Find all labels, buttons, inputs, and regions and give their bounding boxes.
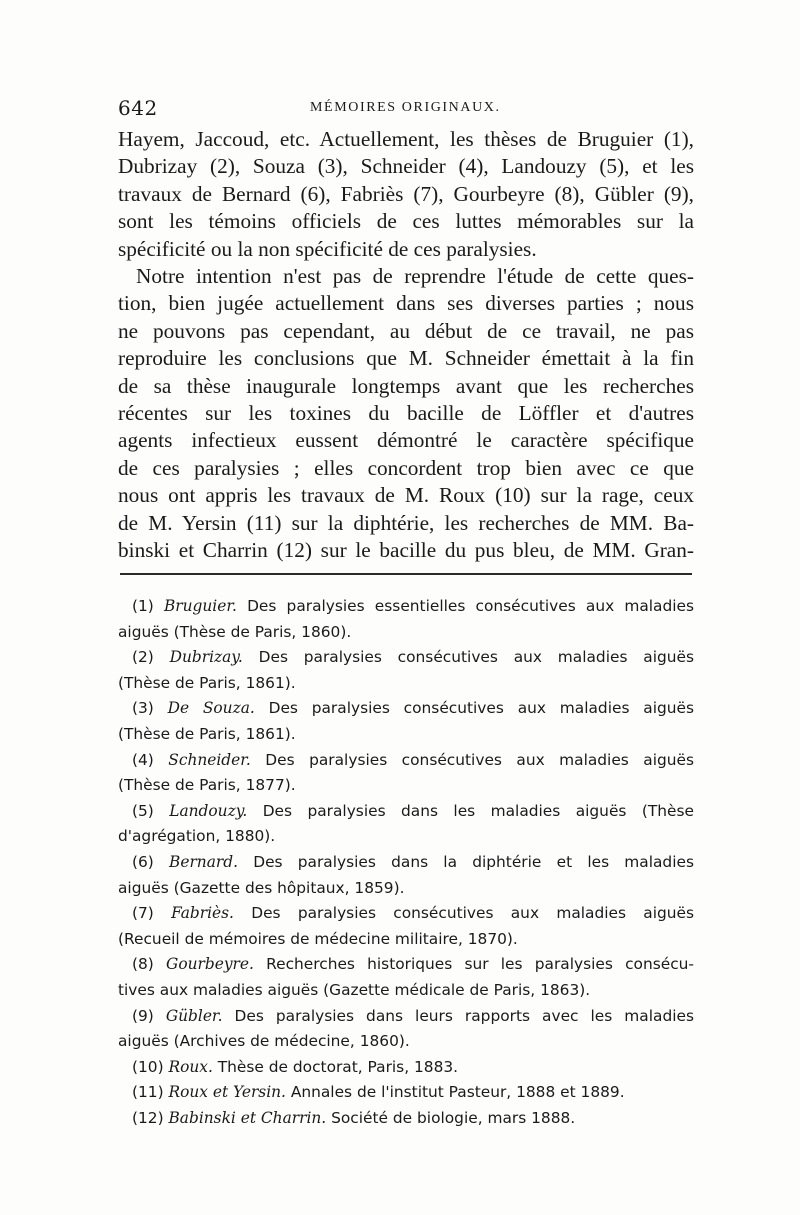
body-line: reproduire les conclusions que M. Schneider émettait à la fin bbox=[118, 346, 694, 371]
body-paragraphs bbox=[118, 126, 694, 565]
running-head: MÉMOIRES ORIGINAUX. bbox=[310, 100, 501, 115]
footnote-text: Société de biologie, mars 1888. bbox=[331, 1108, 576, 1127]
footnote-first-line bbox=[118, 850, 694, 876]
footnote-continuation: (Thèse de Paris, 1861). bbox=[118, 673, 296, 692]
footnote-marker: (4) bbox=[132, 750, 154, 769]
footnote-entry bbox=[118, 748, 694, 799]
footnote-first-line bbox=[118, 799, 694, 825]
footnote-continuation: (Recueil de mémoires de médecine militaire, 1870). bbox=[118, 929, 518, 948]
footnote-divider bbox=[120, 573, 692, 575]
footnote-text: Des paralysies dans la diphtérie et les maladies bbox=[253, 852, 694, 871]
body-line: agents infectieux eussent démontré le caractère spécifique bbox=[118, 428, 694, 453]
footnote-entry bbox=[118, 799, 694, 850]
footnote-marker: (3) bbox=[132, 699, 154, 718]
footnote-text: Des paralysies consécutives aux maladies aiguës bbox=[251, 904, 694, 923]
body-line: travaux de Bernard (6), Fabriès (7), Gourbeyre (8), Gübler (9), bbox=[118, 181, 694, 206]
footnote-entry bbox=[118, 850, 694, 901]
footnote-marker: (11) bbox=[132, 1083, 164, 1102]
footnote-first-line bbox=[118, 696, 694, 722]
footnote-entry bbox=[118, 1055, 694, 1081]
footnote-entry bbox=[118, 1004, 694, 1055]
footnote-marker: (2) bbox=[132, 648, 154, 667]
footnote-entry bbox=[118, 594, 694, 645]
footnote-continuation: aiguës (Thèse de Paris, 1860). bbox=[118, 622, 352, 641]
footnote-author: De Souza. bbox=[167, 699, 255, 718]
body-line: nous ont appris les travaux de M. Roux (10) sur la rage, ceux bbox=[118, 483, 694, 508]
footnote-continuation: aiguës (Archives de médecine, 1860). bbox=[118, 1032, 410, 1051]
footnote-first-line bbox=[118, 1004, 694, 1030]
footnote-marker: (1) bbox=[132, 597, 154, 615]
footnote-text: Des paralysies dans leurs rapports avec les maladies bbox=[234, 1006, 694, 1025]
footnotes-block bbox=[118, 594, 694, 1131]
footnote-continuation: (Thèse de Paris, 1877). bbox=[118, 776, 296, 795]
footnote-continuation: (Thèse de Paris, 1861). bbox=[118, 724, 296, 743]
footnote-marker: (6) bbox=[132, 852, 154, 871]
footnote-author: Fabriès. bbox=[171, 904, 234, 923]
footnote-first-line bbox=[118, 748, 694, 774]
footnote-author: Bernard. bbox=[169, 852, 238, 871]
footnote-continuation: tives aux maladies aiguës (Gazette médicale de Paris, 1863). bbox=[118, 980, 591, 999]
footnote-first-line bbox=[118, 952, 694, 978]
footnote-text: Des paralysies consécutives aux maladies aiguës bbox=[265, 750, 694, 769]
body-line: récentes sur les toxines du bacille de Löffler et d'autres bbox=[118, 401, 694, 426]
footnote-entry bbox=[118, 1080, 694, 1106]
footnote-entry bbox=[118, 952, 694, 1003]
body-line: spécificité ou la non spécificité de ces paralysies. bbox=[118, 236, 537, 261]
footnote-text: Des paralysies consécutives aux maladies aiguës bbox=[268, 699, 694, 718]
footnote-author: Roux et Yersin. bbox=[168, 1083, 286, 1102]
footnote-author: Bruguier. bbox=[163, 597, 237, 615]
footnote-author: Roux. bbox=[168, 1057, 213, 1076]
footnote-text: Des paralysies essentielles consécutives aux maladies bbox=[247, 597, 694, 615]
footnote-first-line bbox=[118, 594, 694, 620]
footnote-first-line bbox=[118, 1080, 694, 1106]
footnote-continuation: d'agrégation, 1880). bbox=[118, 827, 276, 846]
body-line: de sa thèse inaugurale longtemps avant que les recherches bbox=[118, 373, 694, 398]
footnote-text: Thèse de doctorat, Paris, 1883. bbox=[217, 1057, 459, 1076]
footnote-author: Gübler. bbox=[165, 1006, 223, 1025]
footnote-author: Dubrizay. bbox=[169, 648, 243, 667]
footnote-author: Landouzy. bbox=[169, 801, 248, 820]
footnote-entry bbox=[118, 901, 694, 952]
body-line: binski et Charrin (12) sur le bacille du pus bleu, de MM. Gran- bbox=[118, 538, 694, 563]
footnote-continuation: aiguës (Gazette des hôpitaux, 1859). bbox=[118, 878, 405, 897]
footnote-entry bbox=[118, 645, 694, 696]
footnote-text: Recherches historiques sur les paralysies consécu- bbox=[266, 955, 694, 974]
footnote-first-line bbox=[118, 1106, 694, 1132]
footnote-text: Des paralysies dans les maladies aiguës (Thèse bbox=[262, 801, 694, 820]
body-line: Dubrizay (2), Souza (3), Schneider (4), Landouzy (5), et les bbox=[118, 154, 694, 179]
footnote-marker: (10) bbox=[132, 1057, 164, 1076]
footnote-first-line bbox=[118, 901, 694, 927]
footnote-marker: (7) bbox=[132, 904, 154, 923]
footnote-first-line bbox=[118, 1055, 694, 1081]
footnote-entry bbox=[118, 1106, 694, 1132]
page-header bbox=[118, 96, 694, 124]
body-line: de M. Yersin (11) sur la diphtérie, les recherches de MM. Ba- bbox=[118, 510, 694, 535]
body-line: Hayem, Jaccoud, etc. Actuellement, les thèses de Bruguier (1), bbox=[118, 127, 694, 151]
body-line: ne pouvons pas cependant, au début de ce travail, ne pas bbox=[118, 318, 694, 343]
body-line: tion, bien jugée actuellement dans ses diverses parties ; nous bbox=[118, 291, 694, 316]
footnote-text: Annales de l'institut Pasteur, 1888 et 1889. bbox=[290, 1083, 625, 1102]
footnote-marker: (5) bbox=[132, 801, 154, 820]
body-line: sont les témoins officiels de ces luttes mémorables sur la bbox=[118, 209, 694, 234]
footnote-author: Schneider. bbox=[168, 750, 251, 769]
footnote-first-line bbox=[118, 645, 694, 671]
footnote-marker: (9) bbox=[132, 1006, 154, 1025]
body-line: Notre intention n'est pas de reprendre l'étude de cette ques- bbox=[136, 264, 694, 289]
footnote-marker: (12) bbox=[132, 1108, 164, 1127]
footnote-entry bbox=[118, 696, 694, 747]
footnote-text: Des paralysies consécutives aux maladies aiguës bbox=[258, 648, 694, 667]
body-line: de ces paralysies ; elles concordent trop bien avec ce que bbox=[118, 455, 694, 480]
footnote-author: Gourbeyre. bbox=[166, 955, 254, 974]
footnote-marker: (8) bbox=[132, 955, 154, 974]
page-number: 642 bbox=[118, 96, 158, 120]
footnote-author: Babinski et Charrin. bbox=[168, 1108, 327, 1127]
